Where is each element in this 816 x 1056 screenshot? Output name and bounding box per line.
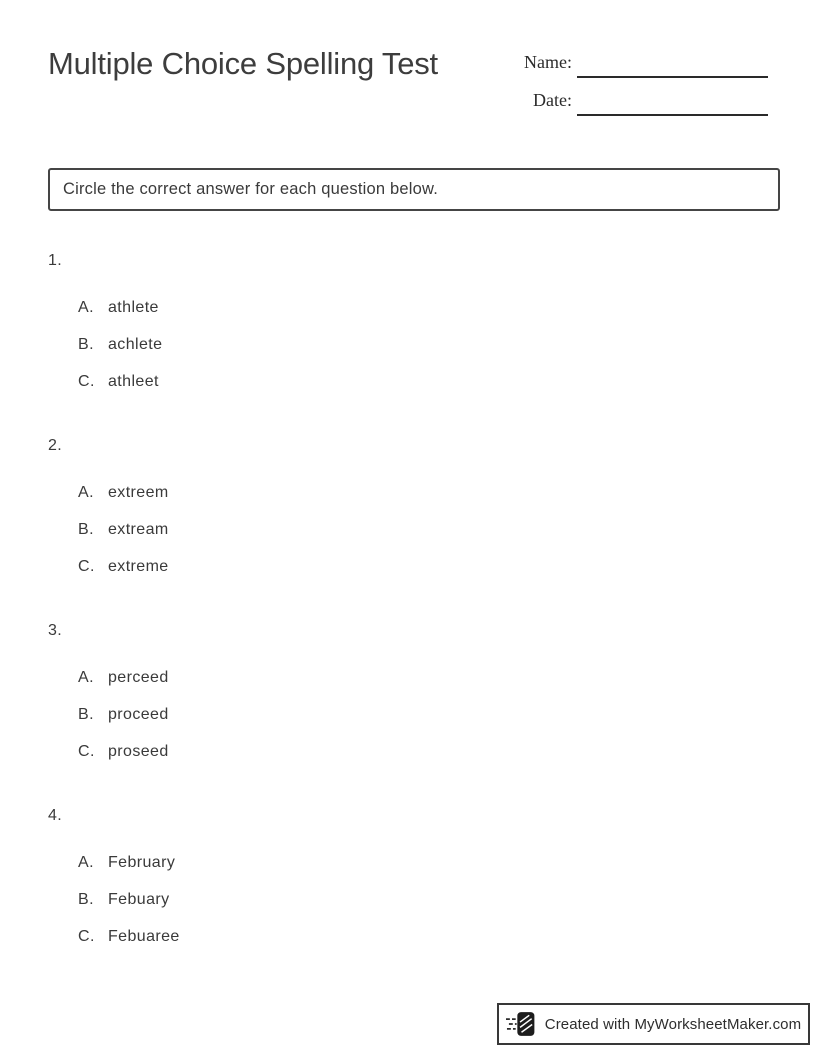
option-text: perceed xyxy=(108,669,169,686)
name-fill-in-line xyxy=(577,76,768,78)
answer-option xyxy=(48,520,748,540)
option-text: extreem xyxy=(108,484,169,501)
option-letter: A. xyxy=(78,669,94,686)
question-number: 4. xyxy=(48,807,63,824)
option-letter: B. xyxy=(78,891,94,908)
answer-option xyxy=(48,668,748,688)
option-text: Febuary xyxy=(108,891,170,908)
answer-option xyxy=(48,372,748,392)
question-block xyxy=(48,806,748,947)
footer-credit-badge xyxy=(497,1003,810,1045)
option-text: extreme xyxy=(108,558,169,575)
instructions-box xyxy=(48,168,780,211)
instructions-text: Circle the correct answer for each question below. xyxy=(63,180,439,198)
option-text: Febuaree xyxy=(108,928,180,945)
option-text: achlete xyxy=(108,336,163,353)
question-block xyxy=(48,436,748,577)
question-number: 1. xyxy=(48,252,63,269)
option-text: athleet xyxy=(108,373,159,390)
answer-option xyxy=(48,742,748,762)
answer-option xyxy=(48,335,748,355)
question-block xyxy=(48,621,748,762)
question-number: 3. xyxy=(48,622,63,639)
option-letter: A. xyxy=(78,854,94,871)
answer-option xyxy=(48,927,748,947)
option-text: February xyxy=(108,854,176,871)
page-title: Multiple Choice Spelling Test xyxy=(48,46,438,81)
option-text: extream xyxy=(108,521,169,538)
answer-option xyxy=(48,890,748,910)
option-text: athlete xyxy=(108,299,159,316)
answer-option xyxy=(48,557,748,577)
answer-option xyxy=(48,705,748,725)
worksheet-maker-logo-icon xyxy=(506,1010,537,1038)
option-letter: C. xyxy=(78,558,95,575)
option-text: proceed xyxy=(108,706,169,723)
name-field-label: Name: xyxy=(524,52,572,72)
answer-option xyxy=(48,298,748,318)
question-block xyxy=(48,251,748,392)
date-fill-in-line xyxy=(577,114,768,116)
option-letter: C. xyxy=(78,373,95,390)
answer-option xyxy=(48,483,748,503)
option-letter: B. xyxy=(78,336,94,353)
option-letter: C. xyxy=(78,928,95,945)
option-letter: B. xyxy=(78,521,94,538)
option-letter: A. xyxy=(78,299,94,316)
question-list xyxy=(48,251,748,991)
question-number: 2. xyxy=(48,437,63,454)
footer-credit-text: Created with MyWorksheetMaker.com xyxy=(544,1015,802,1033)
date-field-label: Date: xyxy=(533,90,572,110)
option-letter: B. xyxy=(78,706,94,723)
option-letter: C. xyxy=(78,743,95,760)
answer-option xyxy=(48,853,748,873)
option-text: proseed xyxy=(108,743,169,760)
option-letter: A. xyxy=(78,484,94,501)
